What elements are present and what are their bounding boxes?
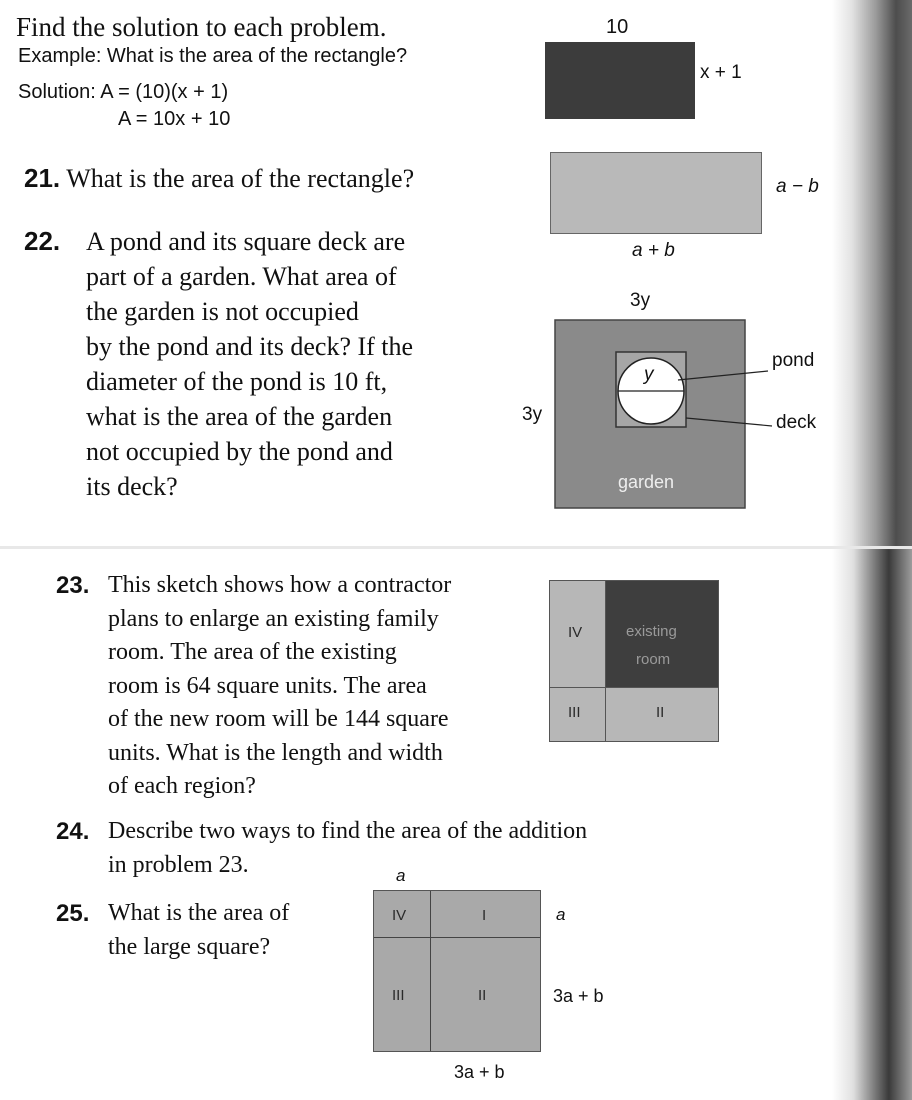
problem-25-text: [108, 897, 368, 964]
fig25-top-label: a: [396, 866, 406, 885]
problem-24-text: [108, 815, 708, 882]
problem-text-line: room is 64 square units. The area: [108, 672, 427, 699]
problem-22-text: [86, 224, 506, 504]
fig25-horizontal-divider: [374, 937, 540, 938]
problem-text-line: diameter of the pond is 10 ft,: [86, 367, 388, 396]
fig23-region-iv: IV: [568, 624, 583, 641]
problem-23-text: [108, 569, 528, 804]
example-top-label: 10: [606, 16, 629, 38]
fig23-existing-line1: existing: [626, 623, 677, 640]
fig25-region-ii: II: [478, 987, 487, 1004]
scan-seam: [0, 546, 912, 549]
fig23-horizontal-divider: [550, 687, 718, 688]
problem-text-line: part of a garden. What area of: [86, 262, 397, 291]
problem-text-line: in problem 23.: [108, 851, 249, 878]
problem-number: 24.: [56, 818, 90, 845]
fig25-region-iv: IV: [392, 907, 407, 924]
problem-text-line: the large square?: [108, 933, 271, 960]
fig23-vertical-divider: [605, 581, 606, 741]
problem-text-line: A pond and its square deck are: [86, 227, 406, 256]
problem-text-line: plans to enlarge an existing family: [108, 605, 439, 632]
problem-text-line: What is the area of: [108, 900, 290, 926]
fig23-room-sketch: [549, 580, 719, 742]
fig25-region-iii: III: [392, 987, 405, 1004]
fig23-region-iii: III: [568, 704, 581, 721]
fig23-region-ii: II: [656, 704, 665, 721]
problem-text-line: by the pond and its deck? If the: [86, 332, 414, 361]
problem-text-line: What is the area of the rectangle?: [66, 164, 415, 193]
fig25-large-square: [373, 890, 541, 1052]
problem-text-line: of the new room will be 144 square: [108, 706, 449, 732]
fig22-pond-label: pond: [772, 350, 815, 371]
fig22-top-label: 3y: [630, 290, 651, 311]
page-title: Find the solution to each problem.: [16, 12, 387, 42]
fig21-rectangle: [550, 152, 762, 234]
fig23-existing-line2: room: [636, 651, 671, 668]
fig22-garden-label: garden: [618, 472, 675, 492]
fig25-right-bottom-label: 3a + b: [553, 986, 604, 1006]
problem-text-line: its deck?: [86, 472, 178, 501]
example-question: Example: What is the area of the rectangle?: [18, 45, 408, 67]
fig25-vertical-divider: [430, 891, 431, 1051]
fig21-bottom-label: a + b: [632, 240, 675, 261]
problem-number: 22.: [24, 226, 61, 256]
fig25-right-top-label: a: [556, 905, 566, 924]
problem-text-line: what is the area of the garden: [86, 402, 393, 431]
problem-text-line: of each region?: [108, 773, 256, 799]
solution-line-1: [18, 81, 228, 104]
problem-text-line: units. What is the length and width: [108, 739, 443, 766]
problem-text-line: not occupied by the pond and: [86, 437, 393, 466]
fig22-left-label: 3y: [522, 404, 543, 425]
problem-text-line: This sketch shows how a contractor: [108, 572, 452, 598]
solution-label: Solution:: [18, 81, 96, 103]
problem-text-line: the garden is not occupied: [86, 297, 359, 326]
problem-text-line: room. The area of the existing: [108, 639, 397, 665]
fig22-deck-label: deck: [776, 412, 817, 433]
problem-number: 25.: [56, 900, 90, 927]
fig25-region-i: I: [482, 907, 487, 924]
problem-21: [24, 161, 414, 196]
fig22-pond-radius-label: y: [644, 364, 654, 385]
solution-equation-2: A = 10x + 10: [118, 108, 231, 130]
example-rectangle: [545, 42, 695, 119]
fig21-side-label: a − b: [776, 176, 819, 197]
problem-number: 23.: [56, 572, 90, 599]
fig25-bottom-label: 3a + b: [454, 1062, 505, 1082]
problem-text-line: Describe two ways to find the area of the addition: [108, 818, 588, 844]
page-binding-shadow-lower: [854, 548, 912, 1100]
solution-equation-1: A = (10)(x + 1): [100, 81, 229, 103]
example-side-label: x + 1: [700, 62, 742, 83]
problem-number: 21.: [24, 163, 61, 193]
